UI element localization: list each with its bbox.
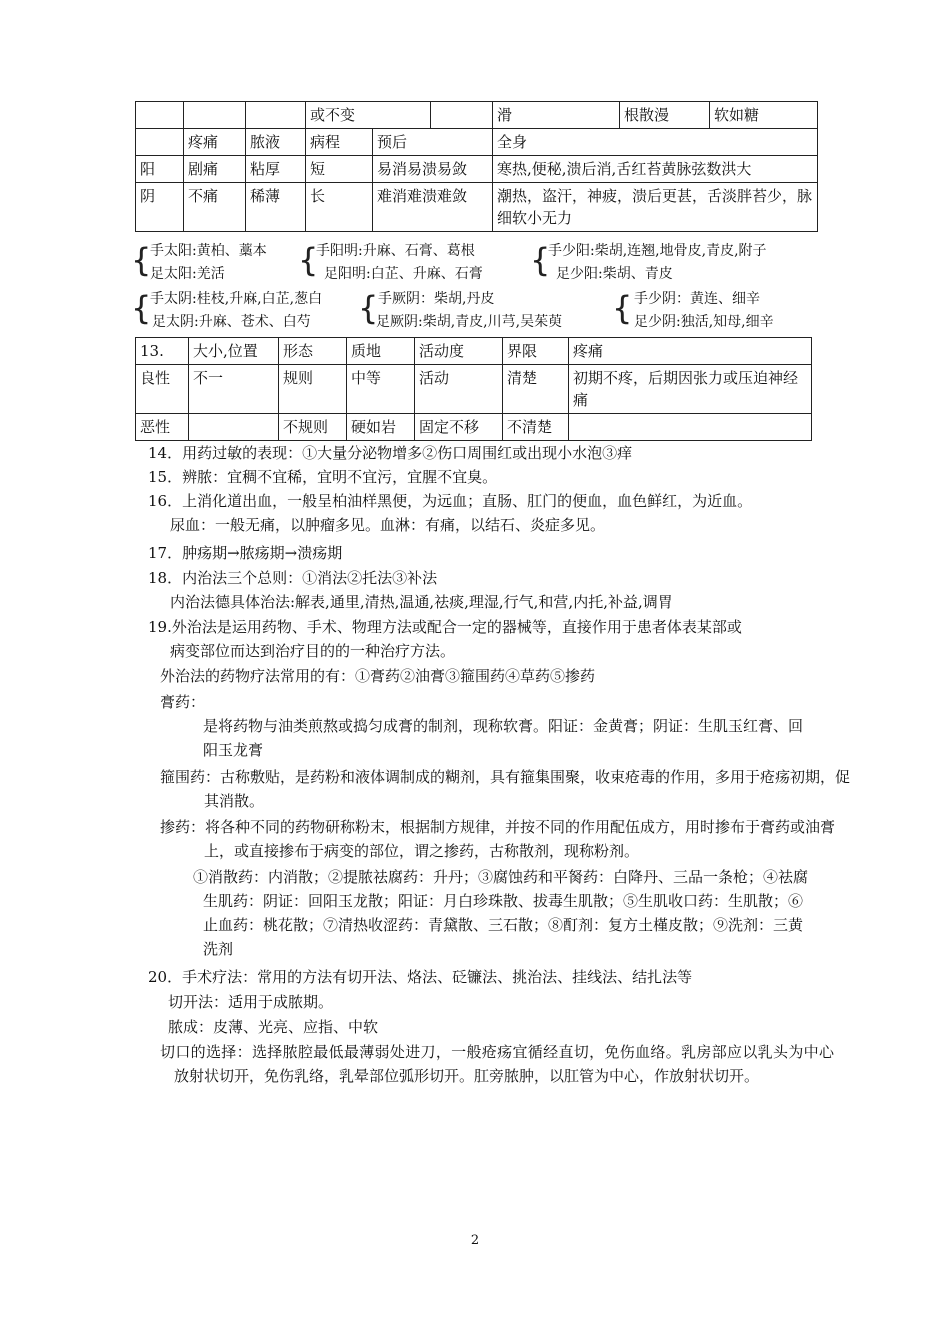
meridian-foot: 足厥阴:柴胡,青皮,川芎,吴茱萸 — [376, 314, 563, 330]
paragraph-19: 19.外治法是运用药物、手术、物理方法或配合一定的器械等，直接作用于患者体表某部或 — [148, 618, 742, 636]
plaster-label: 膏药： — [160, 693, 206, 711]
table-header-cell: 脓液 — [246, 129, 306, 156]
meridian-foot: 足太阳:羌活 — [150, 266, 225, 282]
paragraph-17: 17．肿疡期→脓疡期→溃疡期 — [148, 544, 343, 562]
meridian-foot: 足少阳:柴胡、青皮 — [556, 266, 673, 282]
table-cell: 不一 — [189, 365, 279, 414]
paragraph-14: 14．用药过敏的表现：①大量分泌物增多②伤口周围红或出现小水泡③痒 — [148, 444, 633, 462]
table-header-cell: 疼痛 — [184, 129, 246, 156]
table-cell: 长 — [306, 183, 373, 232]
paragraph-20-cut: 切口的选择：选择脓腔最低最薄弱处进刀，一般疮疡宜循经直切，免伤血络。乳房部应以乳头为中心放射状切开，免伤乳络，乳晕部位弧形切开。肛旁脓肿，以肛管为中心，作放射状切开。 — [160, 1043, 834, 1085]
meridian-hand: 手阳明:升麻、石膏、葛根 — [316, 243, 475, 259]
paragraph-16-cont: 尿血：一般无痛，以肿瘤多见。血淋：有痛，以结石、炎症多见。 — [170, 516, 606, 534]
table-cell: 良性 — [136, 365, 189, 414]
brace-icon: { — [530, 241, 551, 279]
meridian-hand: 手少阴：黄连、细辛 — [634, 291, 760, 307]
table-header-cell: 形态 — [279, 338, 347, 365]
table-cell: 易消易溃易敛 — [373, 156, 493, 183]
table-header-cell: 质地 — [347, 338, 415, 365]
table-cell — [184, 102, 246, 129]
table-cell — [569, 414, 812, 441]
table-row — [136, 183, 818, 232]
tumor-table — [135, 337, 812, 441]
table-header-cell: 13. — [136, 338, 189, 365]
table-row — [136, 365, 812, 414]
yin-yang-table — [135, 101, 818, 232]
table-cell: 初期不疼，后期因张力或压迫神经痛 — [569, 365, 812, 414]
brace-icon: { — [612, 289, 633, 327]
table-cell: 或不变 — [306, 102, 431, 129]
table-header-row — [136, 338, 812, 365]
meridian-hand: 手太阴:桂枝,升麻,白芷,葱白 — [150, 291, 323, 307]
table-cell: 不痛 — [184, 183, 246, 232]
plaster-text: 是将药物与油类煎熬或捣匀成膏的制剂，现称软膏。阳证：金黄膏；阴证：生肌玉红膏、回阳玉龙膏 — [203, 717, 804, 759]
table-cell: 滑 — [493, 102, 620, 129]
table-header-cell: 疼痛 — [569, 338, 812, 365]
paragraph-18-cont: 内治法德具体治法:解表,通里,清热,温通,祛痰,理湿,行气,和营,内托,补益,调胃 — [170, 593, 673, 611]
table-row — [136, 156, 818, 183]
table-cell: 清楚 — [503, 365, 569, 414]
paragraph-15: 15．辨脓：宜稠不宜稀，宜明不宜污，宜腥不宜臭。 — [148, 468, 498, 486]
table-cell: 不规则 — [279, 414, 347, 441]
paragraph-16: 16．上消化道出血，一般呈柏油样黑便，为远血；直肠、肛门的便血，血色鲜红，为近血。 — [148, 492, 753, 510]
paragraph-19-methods: 外治法的药物疗法常用的有：①膏药②油膏③箍围药④草药⑤掺药 — [160, 667, 596, 685]
table-header-cell: 大小,位置 — [189, 338, 279, 365]
table-cell: 难消难溃难敛 — [373, 183, 493, 232]
meridian-hand: 手太阳:黄柏、藁本 — [150, 243, 267, 259]
paragraph-20: 20．手术疗法：常用的方法有切开法、烙法、砭镰法、挑治法、挂线法、结扎法等 — [148, 968, 693, 986]
table-header-cell: 全身 — [493, 129, 818, 156]
meridian-foot: 足阳明:白芷、升麻、石膏 — [324, 266, 483, 282]
table-row — [136, 414, 812, 441]
brace-icon: { — [298, 241, 319, 279]
encircling-medicine: 箍围药：古称敷贴，是药粉和液体调制成的糊剂，具有箍集围聚，收束疮毒的作用，多用于疮疡初期，促其消散。 — [160, 768, 851, 810]
table-cell — [189, 414, 279, 441]
table-header-cell: 活动度 — [415, 338, 503, 365]
table-header-row — [136, 129, 818, 156]
powder-medicine: 掺药：将各种不同的药物研称粉末，根据制方规律，并按不同的作用配伍成方，用时掺布于膏药或油膏上，或直接掺布于病变的部位，谓之掺药，古称散剂，现称粉剂。 — [160, 818, 836, 860]
table-cell: 粘厚 — [246, 156, 306, 183]
table-cell: 短 — [306, 156, 373, 183]
table-header-cell: 预后 — [373, 129, 493, 156]
table-header-cell: 界限 — [503, 338, 569, 365]
table-cell: 中等 — [347, 365, 415, 414]
paragraph-20-pus: 脓成：皮薄、光亮、应指、中软 — [168, 1018, 379, 1036]
table-header-cell: 病程 — [306, 129, 373, 156]
table-cell: 剧痛 — [184, 156, 246, 183]
table-cell: 不清楚 — [503, 414, 569, 441]
table-cell: 寒热,便秘,溃后消,舌红苔黄脉弦数洪大 — [493, 156, 818, 183]
table-cell: 恶性 — [136, 414, 189, 441]
table-cell: 硬如岩 — [347, 414, 415, 441]
table-cell: 固定不移 — [415, 414, 503, 441]
table-cell: 稀薄 — [246, 183, 306, 232]
meridian-hand: 手少阳:柴胡,连翘,地骨皮,青皮,附子 — [548, 243, 767, 259]
table-cell: 规则 — [279, 365, 347, 414]
table-cell: 软如糖 — [710, 102, 818, 129]
table-cell — [246, 102, 306, 129]
brace-icon: { — [131, 289, 152, 327]
brace-icon: { — [131, 241, 152, 279]
powder-medicine-list: ①消散药：内消散；②提脓祛腐药：升丹；③腐蚀药和平胬药：白降丹、三品一条枪；④祛腐生肌药：阴证：回阳玉龙散；阳证：月白珍珠散、拔毒生肌散；⑤生肌收口药：生肌散；⑥止血药：桃花散；⑦清热收涩药：青黛散、三石散；⑧酊剂：复方土槿皮散；⑨洗剂：三黄洗剂 — [193, 868, 809, 958]
brace-icon: { — [358, 289, 379, 327]
table-cell: 活动 — [415, 365, 503, 414]
paragraph-19-cont: 病变部位而达到治疗目的的一种治疗方法。 — [170, 642, 456, 660]
table-header-cell — [136, 129, 184, 156]
table-cell: 阳 — [136, 156, 184, 183]
page-number: 2 — [470, 1233, 480, 1248]
table-cell: 根散漫 — [620, 102, 710, 129]
table-cell — [431, 102, 493, 129]
table-row — [136, 102, 818, 129]
meridian-foot: 足少阴:独活,知母,细辛 — [634, 314, 774, 330]
meridian-foot: 足太阴:升麻、苍术、白芍 — [152, 314, 311, 330]
paragraph-18: 18．内治法三个总则：①消法②托法③补法 — [148, 569, 438, 587]
table-cell: 潮热，盗汗，神疲，溃后更甚，舌淡胖苔少，脉细软小无力 — [493, 183, 818, 232]
table-cell — [136, 102, 184, 129]
table-cell: 阴 — [136, 183, 184, 232]
paragraph-20-incision: 切开法：适用于成脓期。 — [168, 993, 334, 1011]
meridian-hand: 手厥阴：柴胡,丹皮 — [378, 291, 495, 307]
